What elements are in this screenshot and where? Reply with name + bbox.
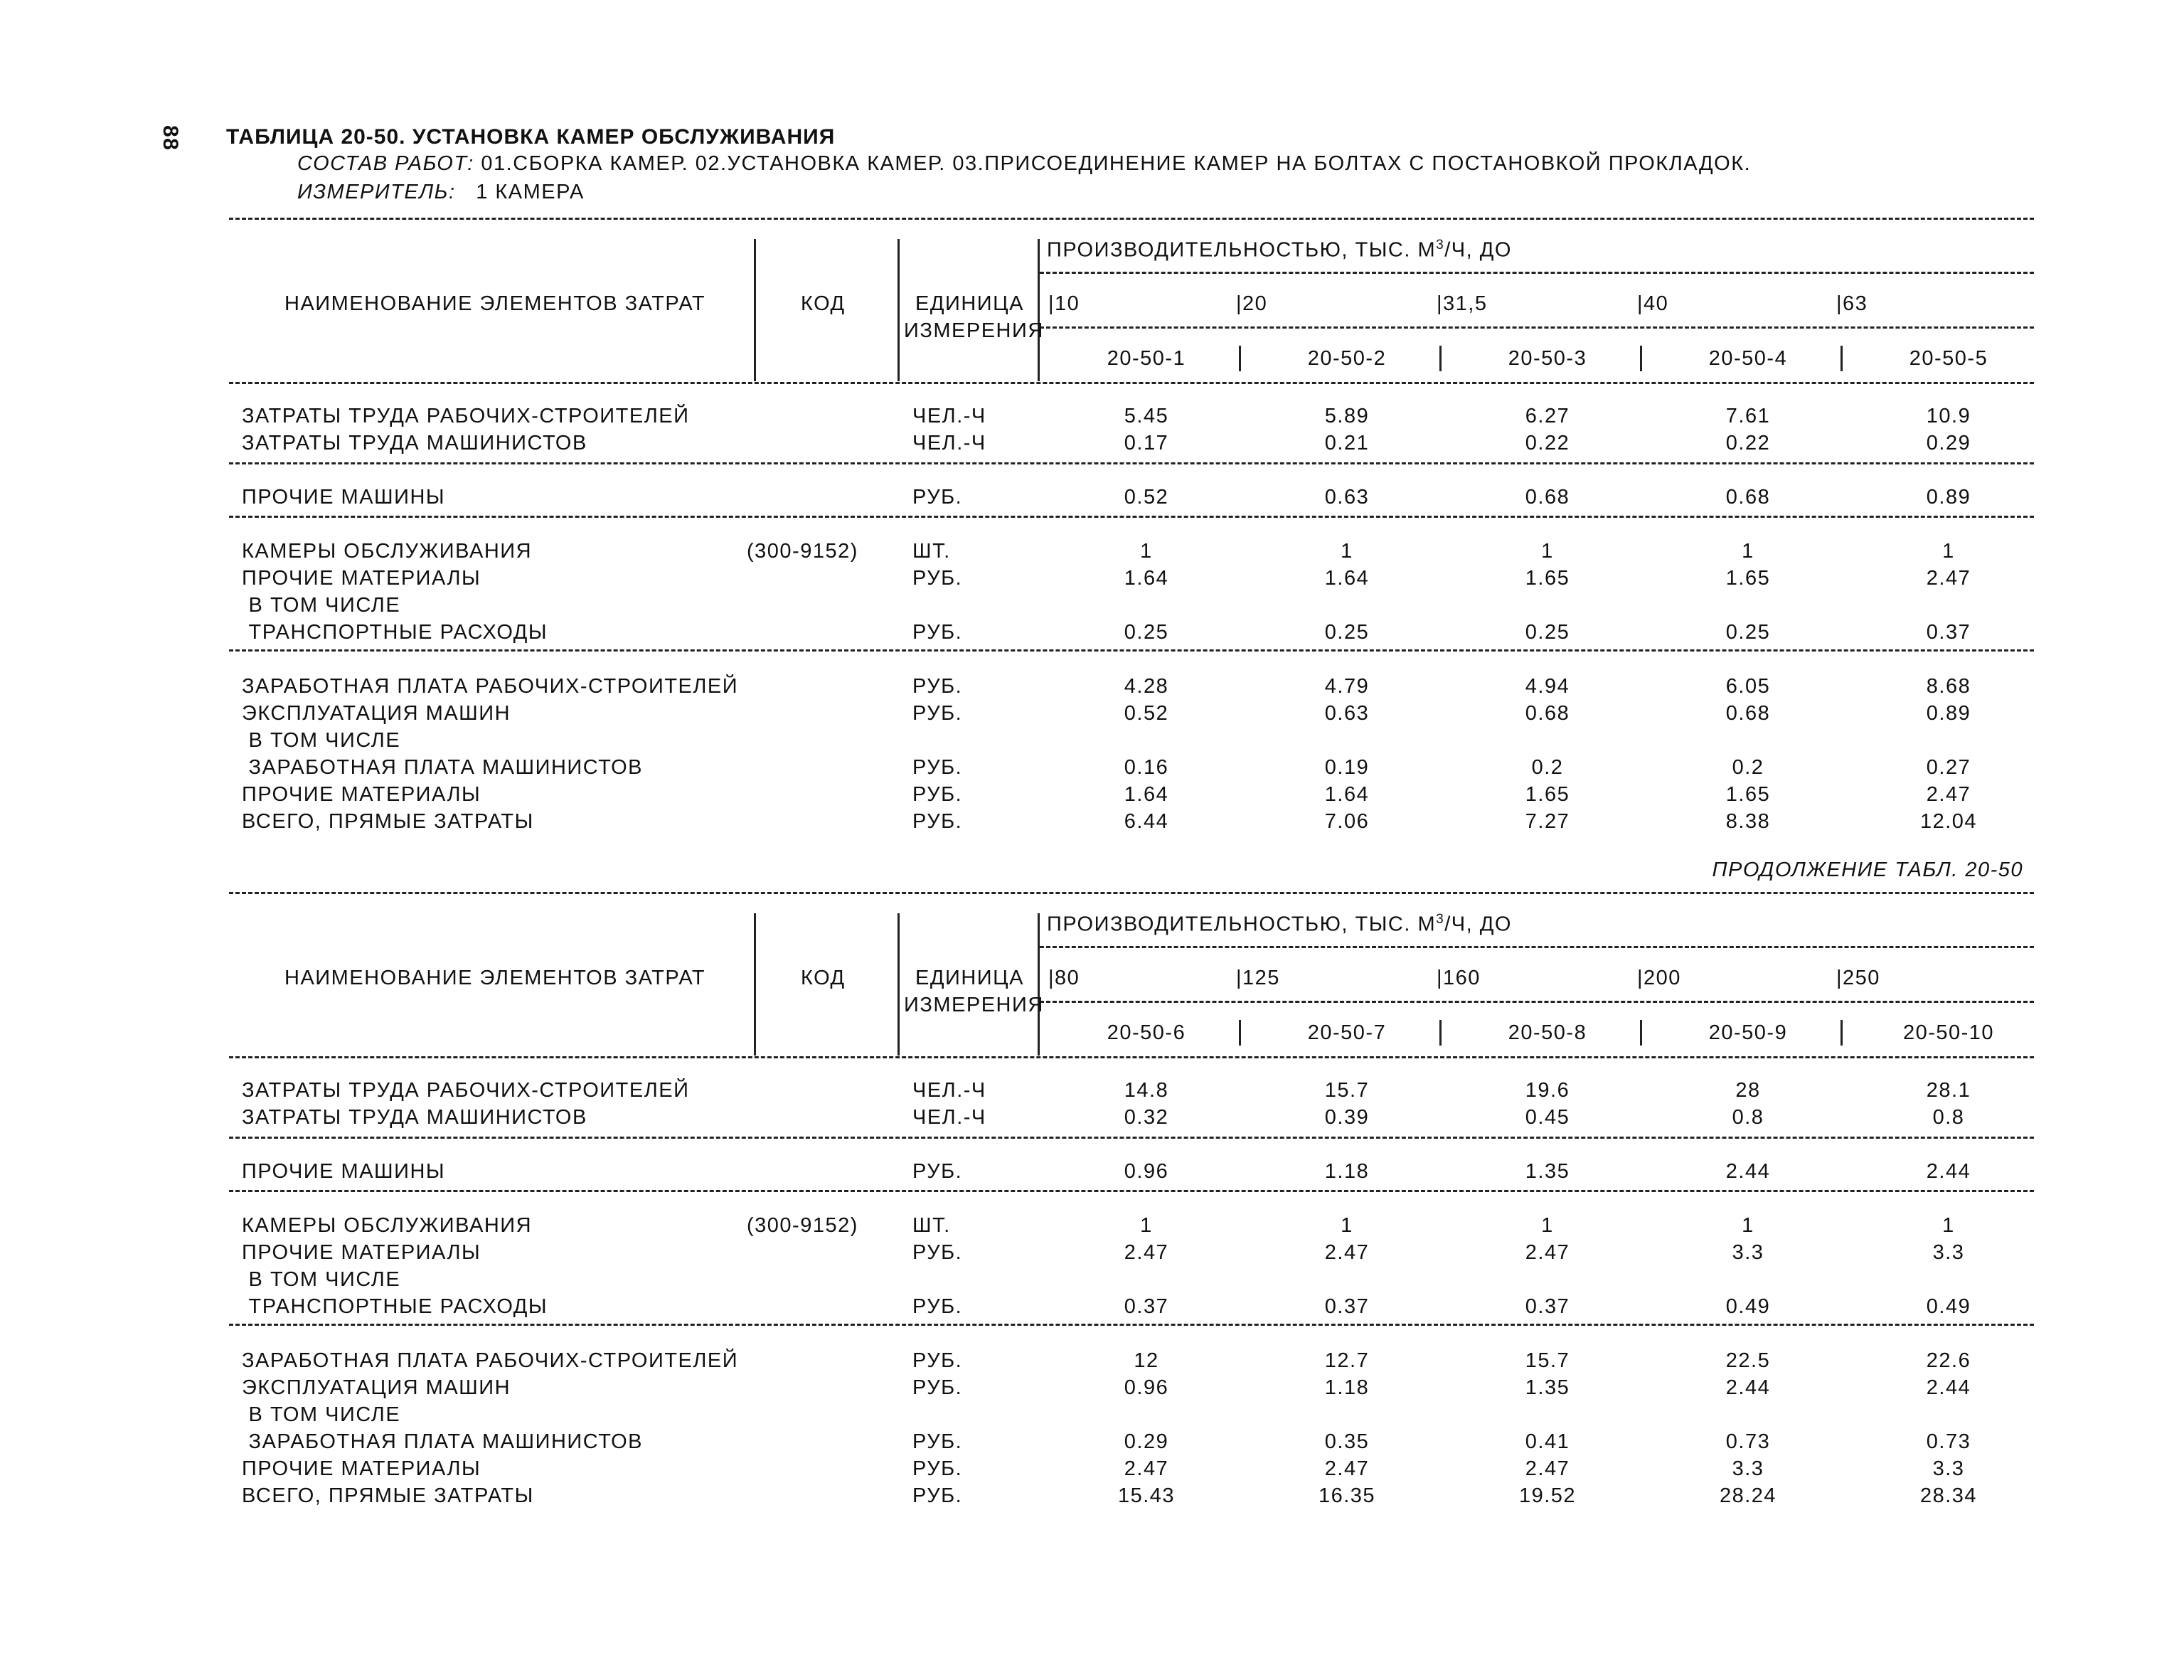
cell-value: 0.68 <box>1525 486 1570 509</box>
row-unit: РУБ. <box>912 1241 963 1264</box>
cell-value: 0.8 <box>1932 1106 1965 1129</box>
row-unit: ШТ. <box>912 1214 951 1237</box>
cell-value: 19.6 <box>1525 1079 1570 1102</box>
cell-value: 15.7 <box>1525 1349 1570 1372</box>
cell-value: 15.43 <box>1117 1484 1176 1507</box>
column-separator <box>1439 346 1442 371</box>
column-separator <box>754 913 756 1056</box>
row-unit: РУБ. <box>912 1295 963 1318</box>
row-label: В ТОМ ЧИСЛЕ <box>242 594 401 617</box>
norm-code: 20-50-10 <box>1902 1021 1995 1044</box>
table-top-rule <box>229 218 2034 220</box>
cell-value: 1.64 <box>1124 567 1169 590</box>
cell-value: 0.17 <box>1124 432 1169 454</box>
cell-value: 14.8 <box>1124 1079 1169 1102</box>
group-separator <box>229 516 2034 518</box>
cell-value: 2.47 <box>1324 1457 1370 1480</box>
cell-value: 0.52 <box>1124 702 1169 725</box>
row-label: ВСЕГО, ПРЯМЫЕ ЗАТРАТЫ <box>242 810 534 833</box>
cell-value: 2.47 <box>1324 1241 1370 1264</box>
row-unit: РУБ. <box>912 675 963 698</box>
row-label: ЗАТРАТЫ ТРУДА МАШИНИСТОВ <box>242 432 587 454</box>
group-separator <box>229 1137 2034 1139</box>
page-number: 88 <box>159 125 182 151</box>
cell-value: 0.2 <box>1531 756 1564 779</box>
cell-value: 0.16 <box>1124 756 1169 779</box>
cell-value: 0.19 <box>1324 756 1370 779</box>
cell-value: 1.35 <box>1525 1376 1570 1399</box>
table-top-rule <box>229 892 2034 894</box>
header-name-column: НАИМЕНОВАНИЕ ЭЛЕМЕНТОВ ЗАТРАТ <box>284 292 706 315</box>
column-separator <box>897 239 900 381</box>
productivity-value: |31,5 <box>1437 292 1488 315</box>
header-code-column: КОД <box>801 292 846 315</box>
measure-text: 1 КАМЕРА <box>476 181 585 203</box>
cell-value: 7.06 <box>1324 810 1370 833</box>
cell-value: 0.35 <box>1324 1430 1370 1453</box>
row-unit: ЧЕЛ.-Ч <box>912 1079 986 1102</box>
cell-value: 0.63 <box>1324 702 1370 725</box>
cell-value: 0.49 <box>1926 1295 1971 1318</box>
row-unit: РУБ. <box>912 783 963 806</box>
cell-value: 6.27 <box>1525 405 1570 427</box>
row-label: В ТОМ ЧИСЛЕ <box>242 1268 401 1291</box>
cell-value: 0.45 <box>1525 1106 1570 1129</box>
row-label: ПРОЧИЕ МАШИНЫ <box>242 1160 446 1183</box>
cell-value: 1.64 <box>1324 783 1370 806</box>
cell-value: 3.3 <box>1932 1457 1965 1480</box>
header-bottom-rule <box>229 382 2034 384</box>
productivity-value: |40 <box>1637 292 1669 315</box>
cell-value: 7.61 <box>1725 405 1771 427</box>
composition-label: СОСТАВ РАБОТ: <box>297 152 474 175</box>
cell-value: 19.52 <box>1518 1484 1577 1507</box>
row-label: ПРОЧИЕ МАТЕРИАЛЫ <box>242 1241 481 1264</box>
cell-value: 0.37 <box>1926 621 1971 644</box>
cell-value: 5.89 <box>1324 405 1370 427</box>
cell-value: 0.25 <box>1124 621 1169 644</box>
cell-value: 2.44 <box>1725 1376 1771 1399</box>
cell-value: 0.68 <box>1725 702 1771 725</box>
cell-value: 2.47 <box>1926 567 1971 590</box>
row-label: КАМЕРЫ ОБСЛУЖИВАНИЯ <box>242 540 533 563</box>
cell-value: 28.24 <box>1719 1484 1777 1507</box>
cell-value: 1.64 <box>1324 567 1370 590</box>
row-unit: РУБ. <box>912 486 963 509</box>
productivity-value: |125 <box>1236 967 1280 989</box>
row-unit: РУБ. <box>912 810 963 833</box>
row-unit: ЧЕЛ.-Ч <box>912 432 986 454</box>
cell-value: 0.2 <box>1732 756 1764 779</box>
row-unit: ШТ. <box>912 540 951 563</box>
cell-value: 6.44 <box>1124 810 1169 833</box>
header-productivity: ПРОИЗВОДИТЕЛЬНОСТЬЮ, ТЫС. $М^3/Ч$, ДО <box>1047 238 1512 262</box>
cell-value: 1 <box>1942 1214 1955 1237</box>
productivity-value: |160 <box>1437 967 1481 989</box>
cell-value: 2.47 <box>1525 1241 1570 1264</box>
cell-value: 28.34 <box>1919 1484 1978 1507</box>
group-separator <box>229 649 2034 652</box>
cell-value: 0.63 <box>1324 486 1370 509</box>
row-label: ЗАРАБОТНАЯ ПЛАТА РАБОЧИХ-СТРОИТЕЛЕЙ <box>242 1349 739 1372</box>
row-label: ПРОЧИЕ МАШИНЫ <box>242 486 446 509</box>
codes-rule <box>1040 326 2034 329</box>
column-separator <box>1640 346 1642 371</box>
cell-value: 12.04 <box>1919 810 1978 833</box>
cell-value: 0.25 <box>1324 621 1370 644</box>
cell-value: 1 <box>1341 1214 1353 1237</box>
table-title: ТАБЛИЦА 20-50. УСТАНОВКА КАМЕР ОБСЛУЖИВАНИЯ <box>226 125 836 149</box>
row-unit: РУБ. <box>912 1160 963 1183</box>
cell-value: 10.9 <box>1926 405 1971 427</box>
cell-value: 0.37 <box>1124 1295 1169 1318</box>
cell-value: 2.47 <box>1124 1241 1169 1264</box>
norm-code: 20-50-5 <box>1909 347 1988 370</box>
row-unit: РУБ. <box>912 1376 963 1399</box>
row-label: ЭКСПЛУАТАЦИЯ МАШИН <box>242 702 511 725</box>
row-label: ЗАРАБОТНАЯ ПЛАТА МАШИНИСТОВ <box>242 756 644 779</box>
composition-text: 01.СБОРКА КАМЕР. 02.УСТАНОВКА КАМЕР. 03.ПРИСОЕДИНЕНИЕ КАМЕР НА БОЛТАХ С ПОСТАНОВКОЙ ПРОКЛАДОК. <box>481 152 1752 175</box>
productivity-value: |80 <box>1048 967 1080 989</box>
row-label: ЭКСПЛУАТАЦИЯ МАШИН <box>242 1376 511 1399</box>
cell-value: 0.37 <box>1525 1295 1570 1318</box>
header-name-column: НАИМЕНОВАНИЕ ЭЛЕМЕНТОВ ЗАТРАТ <box>284 967 706 989</box>
row-unit: РУБ. <box>912 1484 963 1507</box>
norm-code: 20-50-4 <box>1708 347 1788 370</box>
norm-code: 20-50-9 <box>1708 1021 1788 1044</box>
cell-value: 2.44 <box>1926 1160 1971 1183</box>
cell-value: 3.3 <box>1732 1457 1764 1480</box>
header-unit-column: ЕДИНИЦА <box>915 292 1024 315</box>
cell-value: 2.47 <box>1124 1457 1169 1480</box>
productivity-value: |250 <box>1836 967 1880 989</box>
productivity-value: |10 <box>1048 292 1080 315</box>
cell-value: 0.68 <box>1525 702 1570 725</box>
norm-code: 20-50-2 <box>1307 347 1387 370</box>
row-unit: РУБ. <box>912 1457 963 1480</box>
norm-code: 20-50-3 <box>1508 347 1587 370</box>
row-label: ЗАТРАТЫ ТРУДА МАШИНИСТОВ <box>242 1106 587 1129</box>
header-code-column: КОД <box>801 967 846 989</box>
cell-value: 1 <box>1541 1214 1554 1237</box>
resource-code: (300-9152) <box>747 540 858 563</box>
header-unit-column-2: ИЗМЕРЕНИЯ <box>904 319 1044 342</box>
row-label: В ТОМ ЧИСЛЕ <box>242 1403 401 1426</box>
measure-line <box>297 181 585 204</box>
row-label: ПРОЧИЕ МАТЕРИАЛЫ <box>242 567 481 590</box>
cell-value: 1 <box>1341 540 1353 563</box>
cell-value: 1.65 <box>1525 567 1570 590</box>
work-composition <box>297 152 1751 176</box>
row-label: КАМЕРЫ ОБСЛУЖИВАНИЯ <box>242 1214 533 1237</box>
cell-value: 1 <box>1742 1214 1754 1237</box>
cell-value: 1 <box>1742 540 1754 563</box>
cell-value: 4.94 <box>1525 675 1570 698</box>
cell-value: 0.8 <box>1732 1106 1764 1129</box>
cell-value: 1.64 <box>1124 783 1169 806</box>
cell-value: 1.18 <box>1324 1376 1370 1399</box>
cell-value: 0.22 <box>1525 432 1570 454</box>
row-unit: РУБ. <box>912 756 963 779</box>
cell-value: 0.89 <box>1926 702 1971 725</box>
cell-value: 22.5 <box>1725 1349 1771 1372</box>
resource-code: (300-9152) <box>747 1214 858 1237</box>
continuation-note: ПРОДОЛЖЕНИЕ ТАБЛ. 20-50 <box>1712 858 2023 881</box>
cell-value: 0.73 <box>1725 1430 1771 1453</box>
cell-value: 8.68 <box>1926 675 1971 698</box>
column-separator <box>1239 346 1241 371</box>
group-separator <box>229 1190 2034 1192</box>
cell-value: 1 <box>1942 540 1955 563</box>
cell-value: 12.7 <box>1324 1349 1370 1372</box>
cell-value: 1.65 <box>1725 567 1771 590</box>
cell-value: 2.44 <box>1725 1160 1771 1183</box>
cell-value: 2.44 <box>1926 1376 1971 1399</box>
row-unit: РУБ. <box>912 567 963 590</box>
cell-value: 0.29 <box>1124 1430 1169 1453</box>
column-separator <box>1841 1020 1843 1046</box>
row-label: ТРАНСПОРТНЫЕ РАСХОДЫ <box>242 1295 548 1318</box>
column-separator <box>897 913 900 1056</box>
cell-value: 2.47 <box>1525 1457 1570 1480</box>
cell-value: 0.52 <box>1124 486 1169 509</box>
cell-value: 0.32 <box>1124 1106 1169 1129</box>
row-unit: ЧЕЛ.-Ч <box>912 1106 986 1129</box>
cell-value: 0.96 <box>1124 1160 1169 1183</box>
cell-value: 1.65 <box>1525 783 1570 806</box>
cell-value: 1.65 <box>1725 783 1771 806</box>
column-separator <box>1841 346 1843 371</box>
norm-code: 20-50-8 <box>1508 1021 1587 1044</box>
row-label: ТРАНСПОРТНЫЕ РАСХОДЫ <box>242 621 548 644</box>
header-productivity: ПРОИЗВОДИТЕЛЬНОСТЬЮ, ТЫС. $М^3/Ч$, ДО <box>1047 912 1512 936</box>
row-label: ЗАТРАТЫ ТРУДА РАБОЧИХ-СТРОИТЕЛЕЙ <box>242 1079 690 1102</box>
cell-value: 0.37 <box>1324 1295 1370 1318</box>
row-label: ПРОЧИЕ МАТЕРИАЛЫ <box>242 783 481 806</box>
row-unit: РУБ. <box>912 702 963 725</box>
cell-value: 5.45 <box>1124 405 1169 427</box>
cell-value: 1.18 <box>1324 1160 1370 1183</box>
cell-value: 0.68 <box>1725 486 1771 509</box>
cell-value: 6.05 <box>1725 675 1771 698</box>
header-unit-column-2: ИЗМЕРЕНИЯ <box>904 994 1044 1016</box>
productivity-value: |20 <box>1236 292 1268 315</box>
cell-value: 1 <box>1140 1214 1153 1237</box>
cell-value: 7.27 <box>1525 810 1570 833</box>
cell-value: 1.35 <box>1525 1160 1570 1183</box>
row-label: ЗАРАБОТНАЯ ПЛАТА РАБОЧИХ-СТРОИТЕЛЕЙ <box>242 675 739 698</box>
cell-value: 4.79 <box>1324 675 1370 698</box>
row-label: ЗАТРАТЫ ТРУДА РАБОЧИХ-СТРОИТЕЛЕЙ <box>242 405 690 427</box>
row-label: ЗАРАБОТНАЯ ПЛАТА МАШИНИСТОВ <box>242 1430 644 1453</box>
cell-value: 8.38 <box>1725 810 1771 833</box>
column-separator <box>1239 1020 1241 1046</box>
cell-value: 15.7 <box>1324 1079 1370 1102</box>
norm-code: 20-50-7 <box>1307 1021 1387 1044</box>
productivity-value: |63 <box>1836 292 1868 315</box>
norm-code: 20-50-1 <box>1107 347 1186 370</box>
cell-value: 3.3 <box>1932 1241 1965 1264</box>
column-separator <box>754 239 756 381</box>
cell-value: 0.25 <box>1725 621 1771 644</box>
row-unit: РУБ. <box>912 621 963 644</box>
norm-code: 20-50-6 <box>1107 1021 1186 1044</box>
row-unit: РУБ. <box>912 1349 963 1372</box>
group-separator <box>229 462 2034 464</box>
cell-value: 2.47 <box>1926 783 1971 806</box>
cell-value: 0.49 <box>1725 1295 1771 1318</box>
cell-value: 0.29 <box>1926 432 1971 454</box>
cell-value: 16.35 <box>1318 1484 1376 1507</box>
cell-value: 0.39 <box>1324 1106 1370 1129</box>
cell-value: 0.89 <box>1926 486 1971 509</box>
row-label: ПРОЧИЕ МАТЕРИАЛЫ <box>242 1457 481 1480</box>
header-unit-column: ЕДИНИЦА <box>915 967 1024 989</box>
cell-value: 0.27 <box>1926 756 1971 779</box>
column-separator <box>1038 239 1040 381</box>
cell-value: 0.22 <box>1725 432 1771 454</box>
cell-value: 12 <box>1134 1349 1159 1372</box>
productivity-rule <box>1040 272 2034 274</box>
cell-value: 1 <box>1140 540 1153 563</box>
header-bottom-rule <box>229 1056 2034 1058</box>
column-separator <box>1439 1020 1442 1046</box>
cell-value: 0.41 <box>1525 1430 1570 1453</box>
measure-label: ИЗМЕРИТЕЛЬ: <box>297 181 456 203</box>
cell-value: 28.1 <box>1926 1079 1971 1102</box>
productivity-rule <box>1040 946 2034 948</box>
row-label: ВСЕГО, ПРЯМЫЕ ЗАТРАТЫ <box>242 1484 534 1507</box>
cell-value: 22.6 <box>1926 1349 1971 1372</box>
productivity-value: |200 <box>1637 967 1681 989</box>
cell-value: 0.73 <box>1926 1430 1971 1453</box>
cell-value: 1 <box>1541 540 1554 563</box>
group-separator <box>229 1324 2034 1326</box>
column-separator <box>1640 1020 1642 1046</box>
cell-value: 0.25 <box>1525 621 1570 644</box>
row-unit: РУБ. <box>912 1430 963 1453</box>
row-unit: ЧЕЛ.-Ч <box>912 405 986 427</box>
cell-value: 0.21 <box>1324 432 1370 454</box>
codes-rule <box>1040 1001 2034 1003</box>
column-separator <box>1038 913 1040 1056</box>
row-label: В ТОМ ЧИСЛЕ <box>242 729 401 752</box>
cell-value: 28 <box>1735 1079 1761 1102</box>
cell-value: 0.96 <box>1124 1376 1169 1399</box>
cell-value: 4.28 <box>1124 675 1169 698</box>
cell-value: 3.3 <box>1732 1241 1764 1264</box>
